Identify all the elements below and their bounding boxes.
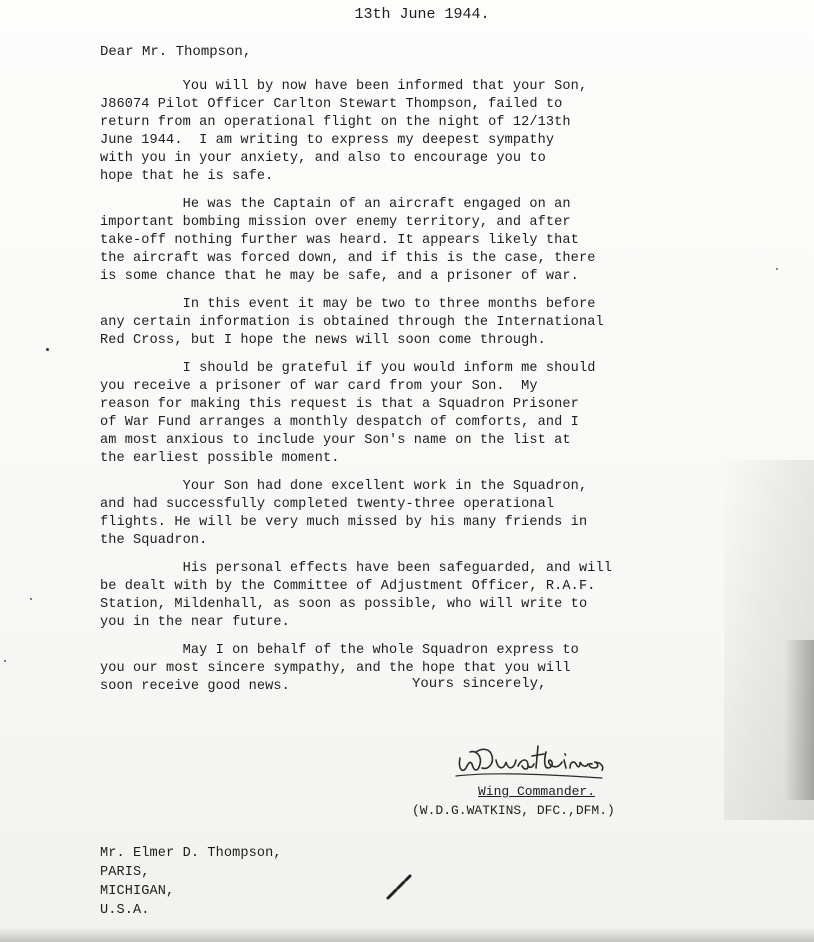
text-line: the earliest possible moment. bbox=[100, 451, 340, 466]
text-line: Station, Mildenhall, as soon as possible, who will write to bbox=[100, 597, 588, 612]
text-line: and had successfully completed twenty-three operational bbox=[100, 497, 555, 512]
address-line: Mr. Elmer D. Thompson, bbox=[100, 846, 282, 861]
paper-tear-edge bbox=[784, 640, 814, 800]
paragraph bbox=[100, 196, 740, 286]
paragraph bbox=[100, 360, 740, 468]
signer-title: Wing Commander. bbox=[478, 784, 596, 799]
text-line: return from an operational flight on the night of 12/13th bbox=[100, 115, 571, 130]
text-line: be dealt with by the Committee of Adjustment Officer, R.A.F. bbox=[100, 579, 596, 594]
address-line: PARIS, bbox=[100, 865, 150, 880]
text-line: June 1944. I am writing to express my deepest sympathy bbox=[100, 133, 555, 148]
ink-speck bbox=[30, 598, 32, 600]
text-line: hope that he is safe. bbox=[100, 169, 274, 184]
signer-name: (W.D.G.WATKINS, DFC.,DFM.) bbox=[412, 803, 615, 818]
text-line: His personal effects have been safeguarded, and will bbox=[100, 561, 612, 576]
text-line: any certain information is obtained through the International bbox=[100, 315, 604, 330]
text-line: flights. He will be very much missed by his many friends in bbox=[100, 515, 588, 530]
text-line: of War Fund arranges a monthly despatch of comforts, and I bbox=[100, 415, 579, 430]
paragraph bbox=[100, 296, 740, 350]
closing: Yours sincerely, bbox=[412, 676, 547, 692]
ink-speck bbox=[46, 348, 49, 351]
text-line: You will by now have been informed that your Son, bbox=[100, 79, 588, 94]
paragraph bbox=[100, 78, 740, 186]
text-line: the Squadron. bbox=[100, 533, 208, 548]
text-line: Red Cross, but I hope the news will soon come through. bbox=[100, 333, 546, 348]
text-line: you our most sincere sympathy, and the hope that you will bbox=[100, 661, 571, 676]
paper-bottom-edge bbox=[0, 928, 814, 942]
text-line: is some chance that he may be safe, and a prisoner of war. bbox=[100, 269, 579, 284]
text-line: J86074 Pilot Officer Carlton Stewart Thompson, failed to bbox=[100, 97, 563, 112]
text-line: reason for making this request is that a Squadron Prisoner bbox=[100, 397, 579, 412]
text-line: take-off nothing further was heard. It appears likely that bbox=[100, 233, 579, 248]
text-line: soon receive good news. bbox=[100, 679, 290, 694]
text-line: In this event it may be two to three months before bbox=[100, 297, 596, 312]
text-line: important bombing mission over enemy territory, and after bbox=[100, 215, 571, 230]
text-line: am most anxious to include your Son's name on the list at bbox=[100, 433, 571, 448]
text-line: Your Son had done excellent work in the Squadron, bbox=[100, 479, 588, 494]
paragraph bbox=[100, 478, 740, 550]
letter-date: 13th June 1944. bbox=[354, 6, 490, 23]
text-line: May I on behalf of the whole Squadron express to bbox=[100, 643, 579, 658]
recipient-address bbox=[100, 844, 282, 920]
salutation: Dear Mr. Thompson, bbox=[100, 44, 252, 60]
text-line: with you in your anxiety, and also to encourage you to bbox=[100, 151, 546, 166]
address-line: MICHIGAN, bbox=[100, 884, 175, 899]
ink-mark bbox=[384, 872, 414, 902]
paragraph bbox=[100, 560, 740, 632]
text-line: He was the Captain of an aircraft engaged on an bbox=[100, 197, 571, 212]
letter-body bbox=[100, 78, 740, 706]
address-line: U.S.A. bbox=[100, 903, 150, 918]
text-line: you in the near future. bbox=[100, 615, 290, 630]
handwritten-signature bbox=[452, 738, 622, 786]
text-line: the aircraft was forced down, and if this is the case, there bbox=[100, 251, 596, 266]
text-line: you receive a prisoner of war card from your Son. My bbox=[100, 379, 538, 394]
ink-speck bbox=[776, 268, 778, 270]
text-line: I should be grateful if you would inform me should bbox=[100, 361, 596, 376]
ink-speck bbox=[4, 660, 6, 662]
